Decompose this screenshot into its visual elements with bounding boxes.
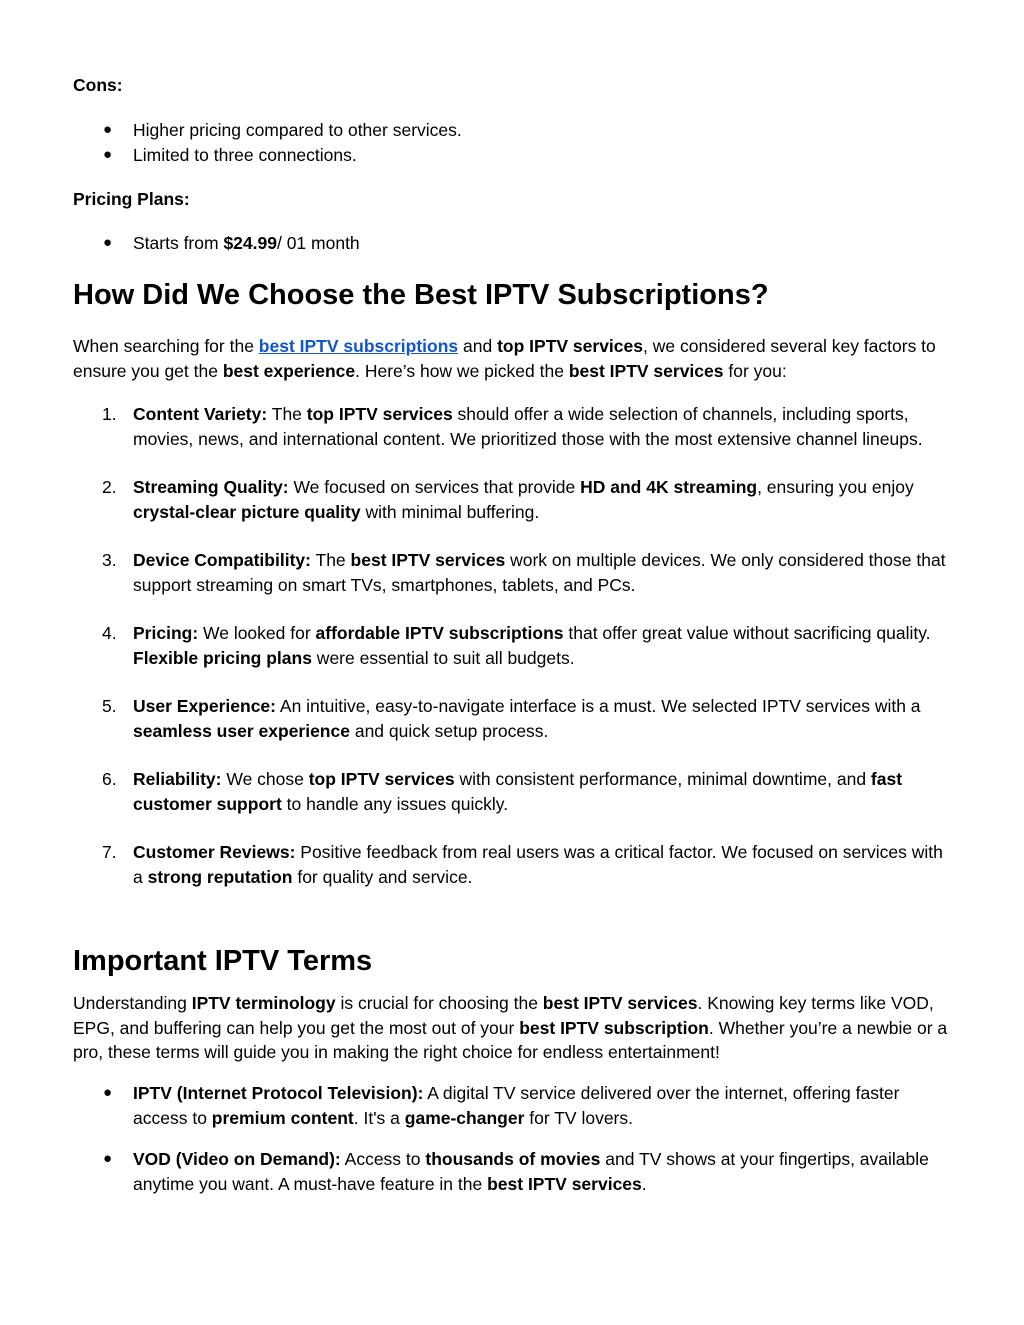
list-item: ● Higher pricing compared to other services. (73, 118, 953, 143)
list-item: ● IPTV (Internet Protocol Television): A digital TV service delivered over the internet, offering faster access to premium content. It's a game-changer for TV lovers. (103, 1083, 900, 1128)
list-item: 6. Reliability: We chose top IPTV services with consistent performance, minimal downtime, and fast customer support to handle any issues quickly. (102, 769, 903, 814)
bullet-icon: ● (103, 1150, 113, 1167)
bullet-icon: ● (103, 234, 113, 251)
pricing-list (73, 231, 953, 256)
list-item: ● Limited to three connections. (73, 143, 953, 168)
list-item: 2. Streaming Quality: We focused on services that provide HD and 4K streaming, ensuring you enjoy crystal-clear picture quality with minimal buffering. (102, 477, 914, 522)
cons-heading: Cons: (73, 75, 123, 95)
list-item: 5. User Experience: An intuitive, easy-to-navigate interface is a must. We selected IPTV services with a seamless user experience and quick setup process. (102, 696, 921, 741)
section-title-choose: How Did We Choose the Best IPTV Subscriptions? (73, 279, 769, 311)
best-iptv-subscriptions-link[interactable]: best IPTV subscriptions (258, 336, 459, 356)
price-value: $24.99 (223, 233, 277, 253)
section-title-terms: Important IPTV Terms (73, 945, 373, 977)
bullet-icon: ● (103, 1084, 113, 1101)
list-item: 7. Customer Reviews: Positive feedback from real users was a critical factor. We focused on services with a strong reputation for quality and service. (102, 842, 943, 887)
criteria-list (73, 402, 953, 913)
bullet-icon: ● (103, 121, 113, 138)
list-item: ● Starts from $24.99/ 01 month (73, 231, 953, 256)
terms-intro: Understanding IPTV terminology is crucial for choosing the best IPTV services. Knowing key terms like VOD, EPG, and buffering can help you get the most out of your best IPTV subscription. Whether you’re a newbie or a pro, these terms will guide you in making the right choice for endless entertainment! (73, 993, 948, 1062)
bullet-icon: ● (103, 145, 113, 163)
list-item: ● VOD (Video on Demand): Access to thousands of movies and TV shows at your fingertips, available anytime you want. A must-have feature in the best IPTV services. (103, 1149, 929, 1194)
list-item: 3. Device Compatibility: The best IPTV services work on multiple devices. We only considered those that support streaming on smart TVs, smartphones, tablets, and PCs. (102, 550, 946, 595)
choose-intro: When searching for the best IPTV subscriptions and top IPTV services, we considered several key factors to ensure you get the best experience. Here’s how we picked the best IPTV services for you: (73, 336, 936, 381)
list-item: 4. Pricing: We looked for affordable IPTV subscriptions that offer great value without sacrificing quality. Flexible pricing plans were essential to suit all budgets. (102, 623, 931, 668)
cons-list (73, 118, 953, 167)
list-item: 1. Content Variety: The top IPTV services should offer a wide selection of channels, including sports, movies, news, and international content. We prioritized those with the most extensive channel lineups. (102, 404, 923, 449)
terms-list (73, 1081, 953, 1213)
pricing-heading: Pricing Plans: (73, 189, 190, 209)
